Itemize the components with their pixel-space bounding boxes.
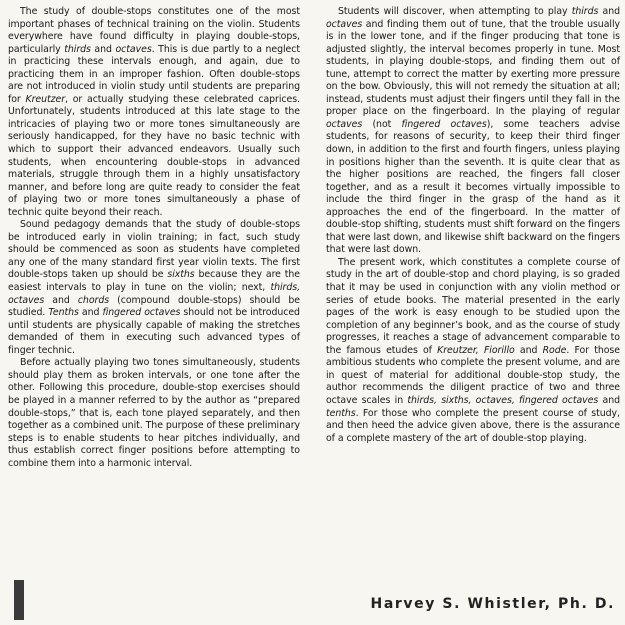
author-signature: Harvey S. Whistler, Ph. D.: [370, 596, 615, 612]
binding-mark: [14, 580, 24, 620]
paragraph-pedagogy: Sound pedagogy demands that the study of double-stops be introduced early in violin training; in fact, such study should be commenced as soon as students have completed any one of the many standard first year violin texts. The first double-stops taken up should be sixths because they are the easiest intervals to play in tune on the violin; next, thirds, octaves and chords (compound double-stops) should be studied. Tenths and fingered octaves should not be introduced until students are physically capable of making the stretches demanded of them in executing such advanced types of finger technic.: [8, 219, 301, 356]
right-column: [326, 6, 620, 445]
paragraph-intro: The study of double-stops constitutes one of the most important phases of technical training on the violin. Students everywhere have found difficulty in playing double-stops, particularly thirds and octaves. This is due partly to a neglect in practicing these intervals enough, and again, due to practicing them in an improper fashion. Often double-stops are not introduced in violin study until students are preparing for Kreutzer, or actually studying these celebrated caprices. Unfortunately, students introduced at this late stage to the intricacies of playing two or more tones simultaneously are seriously handicapped, for they have no basic technic with which to support their advanced endeavors. Usually such students, when encountering double-stops in advanced materials, struggle through them in a highly unsatisfactory manner, and before long are quite ready to consider the feat of playing two or more tones simultaneously a phase of technic quite beyond their reach.: [8, 6, 300, 218]
paragraph-broken-intervals: Before actually playing two tones simultaneously, students should play them as broken intervals, or one tone after the other. Following this procedure, double-stop exercises should be played in a manner referred to by the author as “prepared double-stops,” that is, each tone played separately, and then together as a combined unit. The purpose of these preliminary steps is to enable students to hear pitches individually, and thus establish correct finger positions before attempting to combine them into a harmonic interval.: [8, 357, 300, 469]
paragraph-present-work: The present work, which constitutes a complete course of study in the art of double-stop and chord playing, is so graded that it may be used in conjunction with any violin method or series of etude books. The material presented in the early pages of the work is easy enough to be studied upon the completion of any beginner’s book, and as the course of study progresses, it reaches a stage of advancement comparable to the famous etudes of Kreutzer, Fiorillo and Rode. For those ambitious students who complete the present volume, and are in quest of material for additional double-stop study, the author recommends the diligent practice of two and three octave scales in thirds, sixths, octaves, fingered octaves and tenths. For those who complete the present course of study, and then heed the advice given above, there is the assurance of a complete mastery of the art of double-stop playing.: [326, 256, 620, 444]
left-column: [8, 6, 300, 470]
paragraph-intonation: Students will discover, when attempting to play thirds and octaves and finding them out of tune, that the trouble usually is in the lower tone, and if the finger producing that tone is adjusted slightly, the interval becomes properly in tune. Most students, in playing double-stops, and finding them out of tune, attempt to correct the matter by exerting more pressure on the bow. Obviously, this will not remedy the situation at all; instead, students must adjust their fingers until they fall in the proper place on the fingerboard. In the playing of regular octaves (not fingered octaves), some teachers advise students, for reasons of security, to keep their third finger down, in addition to the first and fourth fingers, unless playing in positions higher than the seventh. It is quite clear that as the higher positions are reached, the fingers fall closer together, and as a result it becomes virtually impossible to include the third finger in the grasp of the hand as it approaches the end of the fingerboard. In the matter of double-stop shifting, students must shift forward on the fingers that were last down, and likewise shift backward on the fingers that were last down.: [326, 6, 620, 256]
